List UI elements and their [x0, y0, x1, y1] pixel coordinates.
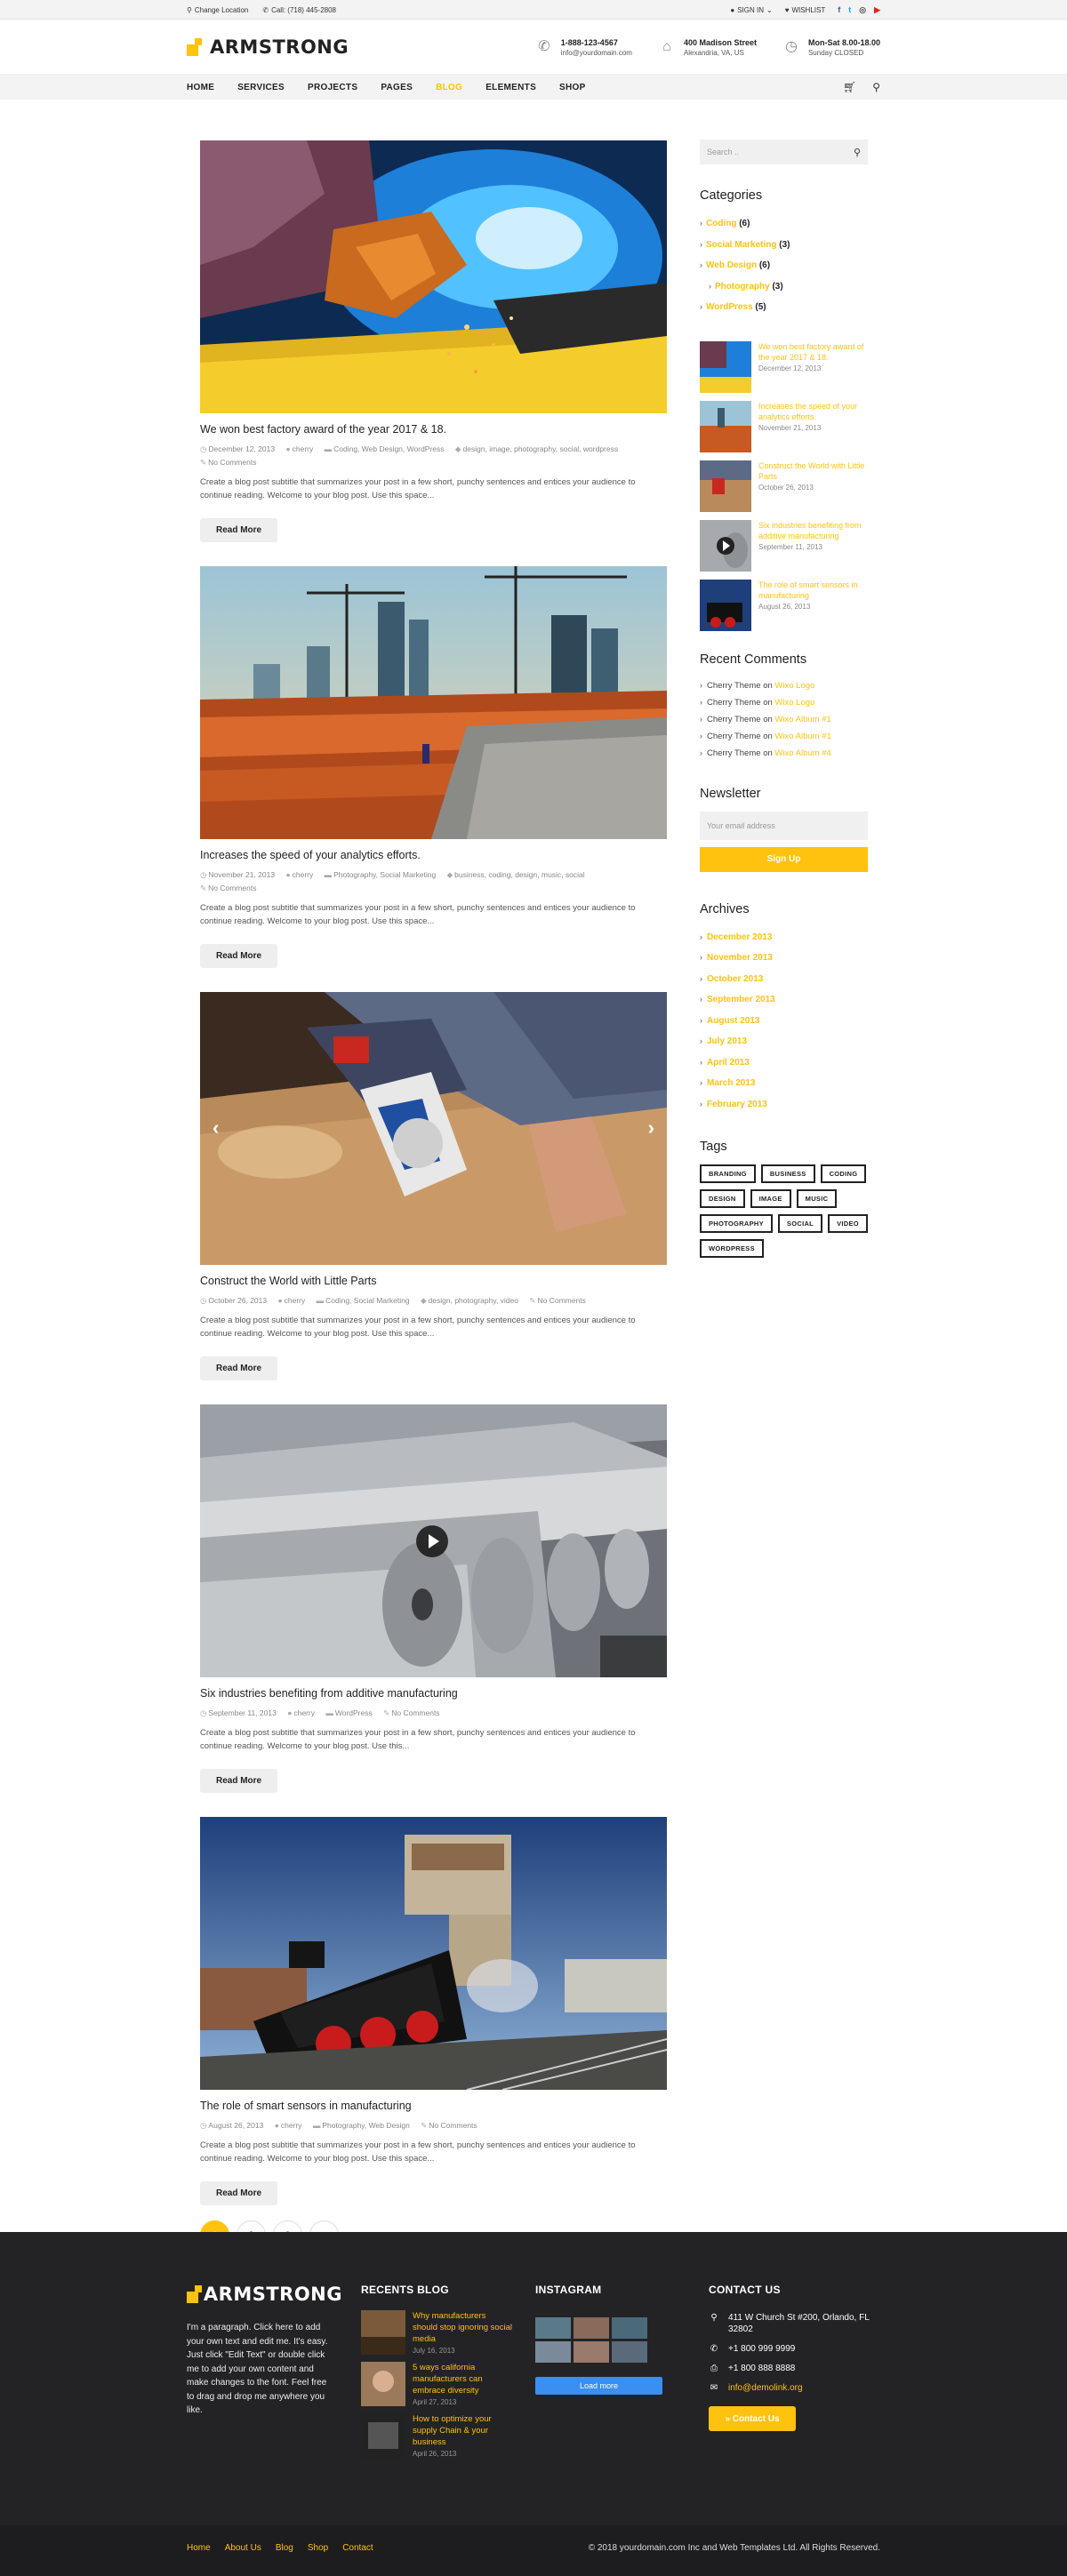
recent-post-item[interactable]: The role of smart sensors in manufacturing August 26, 2013	[700, 580, 868, 631]
header-phone: ✆ 1-888-123-4567 info@yourdomain.com	[536, 38, 632, 57]
footer-bottom-bar	[0, 2525, 1067, 2576]
footer-link-shop[interactable]: Shop	[307, 2542, 329, 2553]
site-logo[interactable]: ARMSTRONG	[187, 36, 349, 58]
tag-video[interactable]: VIDEO	[828, 1214, 868, 1233]
cart-icon[interactable]: 🛒︎	[842, 81, 857, 93]
instagram-photo[interactable]	[574, 2317, 609, 2339]
archive-item[interactable]: › November 2013	[700, 953, 773, 963]
tag-social[interactable]: SOCIAL	[778, 1214, 822, 1233]
recent-comment-item: › Cherry Theme on Wixo Logo	[700, 680, 815, 691]
footer-blog-item[interactable]: How to optimize your supply Chain & your business April 26, 2013	[361, 2413, 512, 2458]
clock-icon: ◷	[200, 1296, 207, 1305]
main-nav	[0, 75, 1067, 100]
user-icon: ●	[277, 1296, 283, 1305]
tag-icon: ◆	[446, 870, 453, 879]
post-title[interactable]: Six industries benefiting from additive manufacturing	[200, 1687, 458, 1700]
tag-cloud	[700, 1164, 868, 1258]
tag-coding[interactable]: CODING	[821, 1164, 867, 1183]
nav-services[interactable]: SERVICES	[237, 82, 285, 92]
site-header	[0, 20, 1067, 75]
slider-prev-icon[interactable]: ‹	[213, 1116, 220, 1139]
contact-email: ✉ info@demolink.org	[710, 2383, 803, 2393]
archives-heading: Archives	[700, 901, 750, 916]
archive-item[interactable]: › March 2013	[700, 1078, 756, 1088]
post-excerpt: Create a blog post subtitle that summarizes your post in a few short, punchy sentences and entices your audience to continue reading. Welcome to your blog post. Use this space...	[200, 1316, 636, 1339]
footer-recent-blog: RECENTS BLOG Why manufacturers should stop ignoring social media July 16, 2013 5 ways california manufacturers can embrace diversity April 27, 2013 How to optimize your supply Chain & your business April 26, 2013	[361, 2284, 512, 2458]
recent-post-item[interactable]: Increases the speed of your analytics efforts. November 21, 2013	[700, 401, 868, 452]
post-excerpt: Create a blog post subtitle that summarizes your post in a few short, punchy sentences and entices your audience to continue reading. Welcome to your blog post. Use this...	[200, 1728, 636, 1751]
envelope-icon: ✉	[710, 2383, 718, 2393]
footer-about	[187, 2284, 342, 2418]
footer-link-blog[interactable]: Blog	[275, 2542, 293, 2553]
categories-heading: Categories	[700, 188, 763, 203]
archive-item[interactable]: › July 2013	[700, 1036, 748, 1046]
copyright: © 2018 yourdomain.com Inc and Web Templates Ltd. All Rights Reserved.	[588, 2542, 880, 2553]
post-excerpt: Create a blog post subtitle that summarizes your post in a few short, punchy sentences and entices your audience to continue reading. Welcome to your blog post. Use this space...	[200, 2140, 636, 2164]
user-icon: ●	[285, 444, 291, 453]
post-excerpt: Create a blog post subtitle that summarizes your post in a few short, punchy sentences and entices your audience to continue reading. Welcome to your blog post. Use this space...	[200, 903, 636, 926]
sidebar-search-input[interactable]: Search .. ⚲	[700, 140, 868, 164]
instagram-photo[interactable]	[612, 2317, 647, 2339]
category-item[interactable]: › Web Design (6)	[700, 260, 771, 270]
user-icon: ●	[730, 5, 735, 14]
blog-post	[200, 992, 667, 1380]
clock-icon: ◷	[200, 1708, 207, 1717]
footer-instagram: INSTAGRAM Load more	[535, 2284, 669, 2395]
post-meta: ◷ December 12, 2013 ● cherry ▬ Coding, Web Design, WordPress ◆ design, image, photography, social, wordpress ✎ No Comments	[200, 444, 619, 467]
read-more-button[interactable]: Read More	[200, 518, 277, 542]
read-more-button[interactable]: Read More	[200, 1356, 277, 1380]
blog-post	[200, 566, 667, 968]
archive-item[interactable]: › February 2013	[700, 1099, 767, 1109]
footer-blog-thumb[interactable]	[361, 2362, 405, 2406]
category-item[interactable]: › Photography (3)	[709, 281, 783, 292]
user-icon: ●	[274, 2121, 279, 2130]
tag-business[interactable]: BUSINESS	[761, 1164, 815, 1183]
footer-contact: CONTACT US ⚲ 411 W Church St #200, Orlando, FL 32802 ✆ +1 800 999 9999 ⎙ +1 800 888 8888 ✉ info@demolink.org » Contact Us	[709, 2284, 880, 2431]
nav-blog[interactable]: BLOG	[436, 82, 463, 92]
instagram-grid	[535, 2317, 669, 2363]
tag-image[interactable]: IMAGE	[750, 1189, 791, 1208]
tag-icon: ◆	[421, 1296, 427, 1305]
location-pin-icon: ⚲	[187, 5, 192, 14]
comment-icon: ✎	[529, 1296, 536, 1305]
post-image-aluminum-rolls[interactable]	[200, 1404, 667, 1677]
play-video-icon[interactable]	[416, 1525, 448, 1557]
heart-icon: ♥	[784, 5, 790, 14]
recent-post-item[interactable]: Construct the World with Little Parts October 26, 2013	[700, 460, 868, 512]
tag-wordpress[interactable]: WORDPRESS	[700, 1239, 764, 1258]
category-item[interactable]: › Coding (6)	[700, 219, 750, 228]
post-title[interactable]: Construct the World with Little Parts	[200, 1275, 377, 1287]
contact-fax: ⎙ +1 800 888 8888	[710, 2364, 796, 2373]
recent-post-item[interactable]: We won best factory award of the year 2017 & 18. December 12, 2013	[700, 341, 868, 393]
recent-comment-item: › Cherry Theme on Wixo Album #1	[700, 731, 831, 741]
instagram-photo[interactable]	[535, 2341, 571, 2363]
phone-icon: ✆	[710, 2344, 718, 2354]
user-icon: ●	[287, 1708, 293, 1717]
call-info: ✆ Call: (718) 445-2808	[262, 5, 336, 14]
sign-in-link[interactable]: ● SIGN IN ⌄	[730, 5, 773, 14]
instagram-icon[interactable]: ◎	[859, 4, 867, 14]
folder-icon: ▬	[312, 2121, 321, 2130]
recent-comments-heading: Recent Comments	[700, 652, 807, 667]
recent-post-thumb[interactable]	[700, 341, 751, 393]
search-icon[interactable]: ⚲	[872, 81, 880, 93]
logo-mark-icon	[187, 2285, 200, 2303]
clock-icon: ◷	[200, 870, 207, 879]
twitter-icon[interactable]: t	[848, 4, 852, 14]
footer-blog-thumb[interactable]	[361, 2413, 405, 2458]
blog-post	[200, 1404, 667, 1793]
printer-icon: ⎙	[710, 2364, 718, 2373]
phone-icon: ✆	[262, 5, 269, 14]
folder-icon: ▬	[324, 870, 333, 879]
clock-icon: ◷	[200, 444, 207, 453]
nav-projects[interactable]: PROJECTS	[308, 82, 358, 92]
archive-item[interactable]: › April 2013	[700, 1057, 750, 1068]
footer-links	[187, 2543, 373, 2553]
folder-icon: ▬	[324, 444, 333, 453]
youtube-icon[interactable]: ▶	[874, 4, 880, 14]
contact-phone: ✆ +1 800 999 9999	[710, 2344, 796, 2354]
recent-post-item[interactable]: Six industries benefiting from additive manufacturing September 11, 2013	[700, 520, 868, 572]
comment-icon: ✎	[383, 1708, 390, 1717]
blog-post	[200, 140, 667, 542]
tag-photography[interactable]: PHOTOGRAPHY	[700, 1214, 773, 1233]
wishlist-link[interactable]: ♥ WISHLIST	[784, 5, 826, 14]
phone-icon: ✆	[538, 39, 550, 54]
blog-list	[200, 140, 667, 2250]
chevron-down-icon: ⌄	[766, 5, 773, 14]
tag-branding[interactable]: BRANDING	[700, 1164, 756, 1183]
contact-address: ⚲ 411 W Church St #200, Orlando, FL 32802	[709, 2312, 880, 2335]
home-icon: ⌂	[662, 39, 671, 54]
archive-item[interactable]: › August 2013	[700, 1015, 760, 1026]
signup-button[interactable]: Sign Up	[700, 847, 868, 872]
read-more-button[interactable]: Read More	[200, 1769, 277, 1793]
comment-icon: ✎	[200, 458, 207, 467]
footer-link-home[interactable]: Home	[187, 2542, 211, 2553]
location-pin-icon: ⚲	[710, 2313, 718, 2323]
newsletter-email-input[interactable]: Your email address	[700, 812, 868, 840]
folder-icon: ▬	[316, 1296, 325, 1305]
archive-item[interactable]: › December 2013	[700, 932, 773, 942]
archive-item[interactable]: › September 2013	[700, 995, 775, 1004]
instagram-photo[interactable]	[612, 2341, 647, 2363]
recent-comment-item: › Cherry Theme on Wixo Album #4	[700, 748, 831, 758]
recent-post-thumb[interactable]	[700, 520, 751, 572]
recent-comment-item: › Cherry Theme on Wixo Logo	[700, 697, 815, 708]
read-more-button[interactable]: Read More	[200, 2181, 277, 2205]
footer-link-contact[interactable]: Contact	[342, 2542, 373, 2553]
comment-icon: ✎	[200, 884, 207, 892]
category-item[interactable]: › Social Marketing (3)	[700, 239, 790, 250]
post-meta: ◷ September 11, 2013 ● cherry ▬ WordPress ✎ No Comments	[200, 1708, 440, 1717]
recent-post-thumb[interactable]	[700, 401, 751, 452]
nav-elements[interactable]: ELEMENTS	[485, 82, 537, 92]
footer-link-about[interactable]: About Us	[224, 2542, 261, 2553]
tags-heading: Tags	[700, 1140, 727, 1154]
tag-icon: ◆	[454, 444, 461, 453]
recent-posts	[700, 341, 868, 631]
search-icon[interactable]: ⚲	[853, 147, 861, 158]
post-title[interactable]: We won best factory award of the year 2017 & 18.	[200, 423, 447, 436]
tag-design[interactable]: DESIGN	[700, 1189, 745, 1208]
post-title[interactable]: Increases the speed of your analytics efforts.	[200, 849, 421, 861]
post-title[interactable]: The role of smart sensors in manufacturing	[200, 2100, 412, 2112]
post-image-locomotive[interactable]	[200, 1817, 667, 2090]
facebook-icon[interactable]: f	[838, 4, 841, 14]
footer-blog-item[interactable]: Why manufacturers should stop ignoring social media July 16, 2013	[361, 2310, 512, 2355]
nav-shop[interactable]: SHOP	[559, 82, 586, 92]
nav-pages[interactable]: PAGES	[381, 82, 413, 92]
clock-icon: ◷	[784, 39, 798, 54]
post-meta: ◷ October 26, 2013 ● cherry ▬ Coding, Social Marketing ◆ design, photography, video ✎ No Comments	[200, 1296, 586, 1305]
comment-icon: ✎	[421, 2121, 428, 2130]
footer-about-text: I'm a paragraph. Click here to add your own text and edit me. It's easy. Just click "Edit Text" or double click me to add your own content and make changes to the font. Feel free to drag and drop me anywhere you like.	[187, 2323, 328, 2415]
header-hours: ◷ Mon-Sat 8.00-18.00 Sunday CLOSED	[783, 38, 880, 57]
clock-icon: ◷	[200, 2121, 207, 2130]
tag-music[interactable]: MUSIC	[797, 1189, 838, 1208]
footer-blog-thumb[interactable]	[361, 2310, 405, 2355]
post-image-construction[interactable]	[200, 566, 667, 839]
slider-next-icon[interactable]: ›	[647, 1116, 654, 1139]
folder-icon: ▬	[325, 1708, 333, 1717]
post-image-saw[interactable]	[200, 992, 667, 1265]
footer-blog-item[interactable]: 5 ways california manufacturers can embrace diversity April 27, 2013	[361, 2362, 512, 2406]
instagram-load-more-button[interactable]: Load more	[535, 2377, 662, 2395]
recent-post-thumb[interactable]	[700, 460, 751, 512]
top-bar	[0, 0, 1067, 20]
nav-home[interactable]: HOME	[187, 82, 215, 92]
post-image-welding[interactable]	[200, 140, 667, 413]
archive-item[interactable]: › October 2013	[700, 973, 764, 984]
recent-comment-item: › Cherry Theme on Wixo Album #1	[700, 714, 831, 724]
site-footer	[0, 2232, 1067, 2525]
instagram-photo[interactable]	[574, 2341, 609, 2363]
blog-post	[200, 1817, 667, 2205]
recent-post-thumb[interactable]	[700, 580, 751, 631]
post-excerpt: Create a blog post subtitle that summarizes your post in a few short, punchy sentences and entices your audience to continue reading. Welcome to your blog post. Use this space...	[200, 477, 636, 500]
change-location[interactable]: ⚲ Change Location	[187, 5, 249, 14]
header-address: ⌂ 400 Madison Street Alexandria, VA, US	[659, 38, 757, 57]
sidebar	[700, 140, 868, 1258]
post-meta: ◷ November 21, 2013 ● cherry ▬ Photography, Social Marketing ◆ business, coding, design, music, social ✎ No Comments	[200, 870, 585, 892]
footer-logo[interactable]: ARMSTRONG	[187, 2284, 342, 2305]
category-item[interactable]: › WordPress (5)	[700, 302, 766, 312]
logo-mark-icon	[187, 38, 206, 56]
social-links	[838, 5, 880, 15]
user-icon: ●	[285, 870, 291, 879]
post-meta: ◷ August 26, 2013 ● cherry ▬ Photography, Web Design ✎ No Comments	[200, 2121, 477, 2130]
read-more-button[interactable]: Read More	[200, 944, 277, 968]
newsletter-heading: Newsletter	[700, 786, 761, 801]
contact-us-button[interactable]: » Contact Us	[709, 2406, 796, 2431]
instagram-photo[interactable]	[535, 2317, 571, 2339]
